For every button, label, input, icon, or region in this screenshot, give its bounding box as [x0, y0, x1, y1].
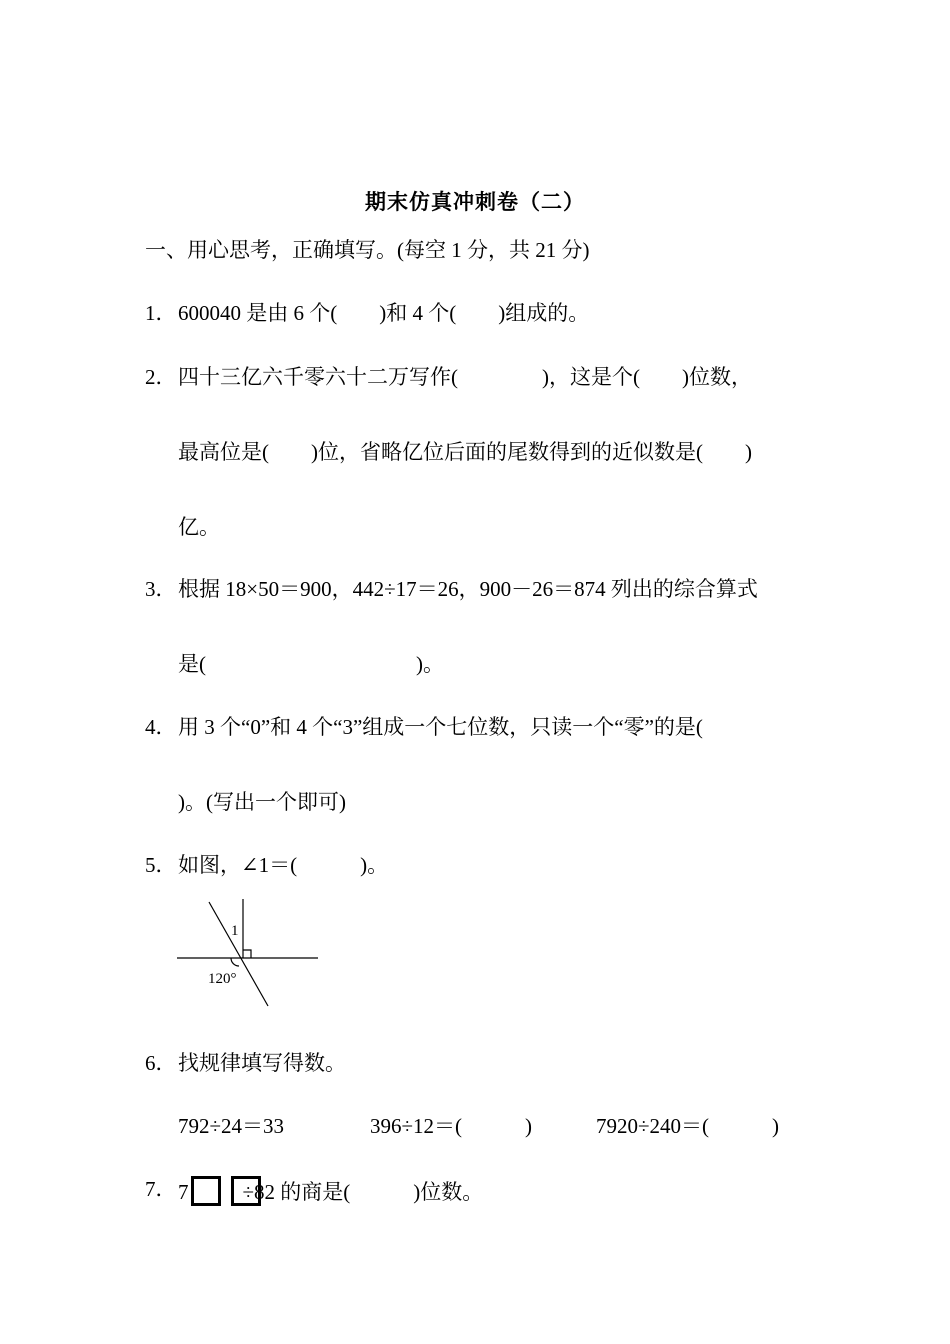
q6-number: 6．: [145, 1051, 177, 1075]
q6-expr3: 7920÷240＝( ): [596, 1114, 780, 1138]
q6-expr1: 792÷24＝33: [178, 1114, 285, 1138]
page-title: 期末仿真冲刺卷（二）: [365, 190, 585, 214]
q7-suffix: 的商是( )位数。: [275, 1180, 484, 1204]
section-heading: 一、用心思考，正确填写。(每空 1 分，共 21 分): [145, 238, 590, 262]
q2-line2: 最高位是( )位，省略亿位后面的尾数得到的近似数是( ): [178, 440, 752, 464]
q3-number: 3．: [145, 577, 177, 601]
q5-text: 如图，∠1＝( )。: [178, 853, 389, 877]
q4-line1: 用 3 个“0”和 4 个“3”组成一个七位数，只读一个“零”的是(: [178, 715, 703, 739]
angle-figure: [170, 895, 330, 1011]
q3-line2: 是( )。: [178, 652, 444, 676]
q7-prefix: 7: [178, 1180, 189, 1204]
angle-arc: [231, 958, 239, 966]
diagonal-line: [209, 902, 268, 1006]
q7-number: 7．: [145, 1177, 177, 1201]
q2-number: 2．: [145, 365, 177, 389]
q1-text: 600040 是由 6 个( )和 4 个( )组成的。: [178, 301, 590, 325]
angle-120-label: 120°: [208, 971, 237, 987]
q7-text: [178, 1176, 483, 1206]
q2-line3: 亿。: [178, 515, 220, 539]
blank-box[interactable]: [191, 1176, 221, 1206]
q2-line1: 四十三亿六千零六十二万写作( )，这是个( )位数，: [178, 365, 752, 389]
q1-number: 1．: [145, 301, 177, 325]
q6-text: 找规律填写得数。: [178, 1051, 346, 1075]
q3-line1: 根据 18×50＝900，442÷17＝26，900－26＝874 列出的综合算式: [178, 577, 758, 601]
blank-box[interactable]: [231, 1176, 261, 1206]
q4-number: 4．: [145, 715, 177, 739]
q7-divisor: ÷82: [242, 1180, 276, 1204]
q6-expr2: 396÷12＝( ): [370, 1114, 533, 1138]
q5-number: 5．: [145, 853, 177, 877]
right-angle-mark: [243, 950, 251, 958]
q4-line2: )。(写出一个即可): [178, 790, 346, 814]
angle-1-label: 1: [231, 923, 239, 939]
